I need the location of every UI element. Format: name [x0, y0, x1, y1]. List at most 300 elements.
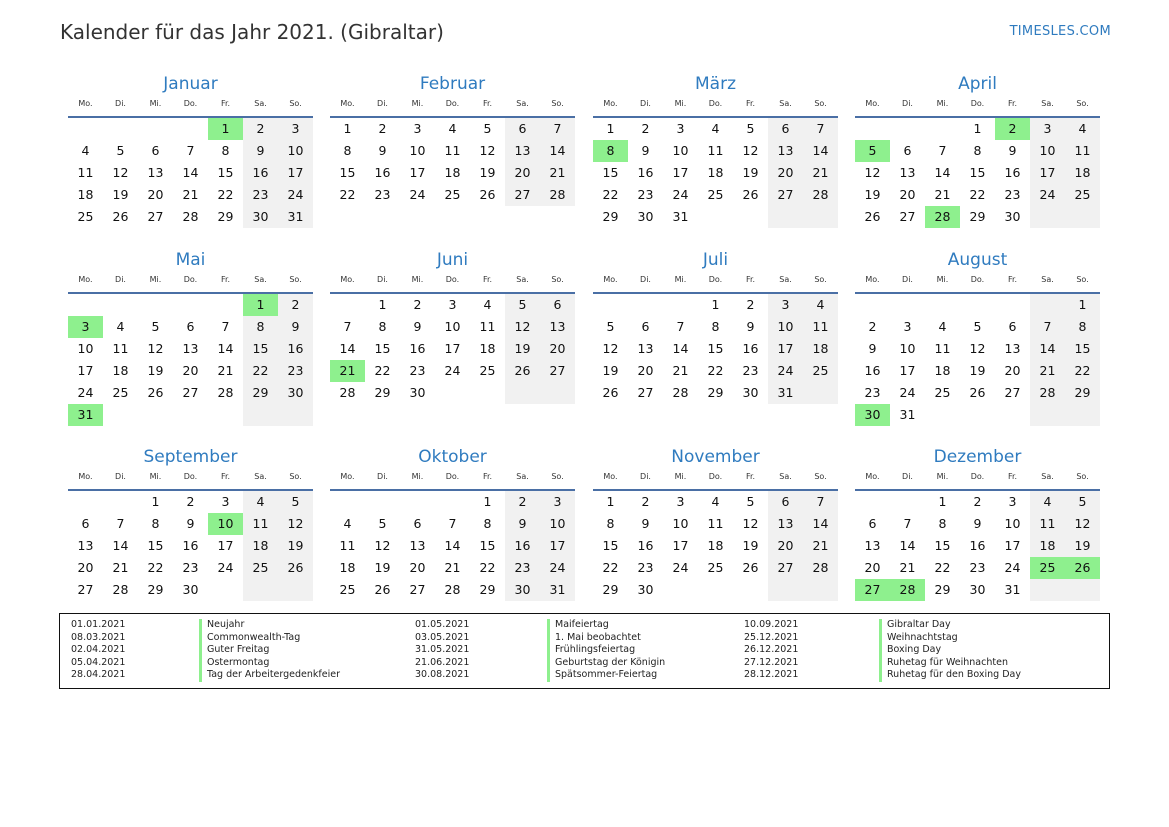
weekday-label: Di. — [115, 275, 126, 284]
days-grid — [593, 294, 838, 404]
empty-cell — [890, 491, 925, 513]
day-cell: 22 — [374, 363, 391, 378]
day-cell: 9 — [505, 513, 540, 535]
day-cell: 2 — [746, 297, 755, 312]
day-cell: 16 — [1004, 165, 1021, 180]
day-cell: 14 — [899, 538, 916, 553]
weekday-label: So. — [1076, 472, 1089, 481]
day-cell: 7 — [803, 491, 838, 513]
day-cell: 5 — [483, 121, 492, 136]
day-cell: 23 — [374, 187, 391, 202]
day-cell: 8 — [711, 319, 720, 334]
month-name: Dezember — [933, 447, 1022, 467]
day-cell: 1 — [606, 494, 615, 509]
empty-cell — [663, 294, 698, 316]
day-cell: 15 — [243, 338, 278, 360]
empty-cell — [208, 294, 243, 316]
day-cell: 4 — [711, 494, 720, 509]
weekday-label: Sa. — [254, 275, 267, 284]
day-cell: 15 — [1065, 338, 1100, 360]
day-cell: 24 — [672, 560, 689, 575]
day-cell: 18 — [1065, 162, 1100, 184]
day-cell: 9 — [973, 516, 982, 531]
weekday-header — [855, 469, 1100, 491]
day-cell: 10 — [1030, 140, 1065, 162]
month-august — [855, 248, 1100, 426]
day-cell: 20 — [505, 162, 540, 184]
weekday-label: Sa. — [779, 472, 792, 481]
weekday-label: Mi. — [674, 99, 687, 108]
weekday-label: Do. — [445, 99, 460, 108]
empty-cell — [278, 404, 313, 426]
day-cell: 8 — [151, 516, 160, 531]
day-cell: 24 — [77, 385, 94, 400]
legend-holiday-name: Geburtstag der Königin — [547, 657, 665, 670]
day-cell: 2 — [413, 297, 422, 312]
day-cell: 3 — [903, 319, 912, 334]
empty-cell — [1030, 294, 1065, 316]
day-cell: 3 — [1008, 494, 1017, 509]
day-cell: 21 — [1030, 360, 1065, 382]
day-cell: 27 — [1004, 385, 1021, 400]
weekday-label: Fr. — [482, 99, 493, 108]
weekday-label: Di. — [640, 472, 651, 481]
day-cell: 7 — [448, 516, 457, 531]
empty-cell — [995, 404, 1030, 426]
weekday-header — [593, 469, 838, 491]
holiday-day: 5 — [855, 140, 890, 162]
weekday-label: So. — [814, 99, 827, 108]
page-title: Kalender für das Jahr 2021. (Gibraltar) — [60, 20, 444, 44]
day-cell: 27 — [637, 385, 654, 400]
day-cell: 28 — [803, 184, 838, 206]
day-cell: 24 — [444, 363, 461, 378]
days-grid — [593, 118, 838, 228]
day-cell: 29 — [147, 582, 164, 597]
legend-holiday-name: Frühlingsfeiertag — [547, 644, 665, 657]
holiday-day: 2 — [995, 118, 1030, 140]
day-cell: 18 — [444, 165, 461, 180]
day-cell: 20 — [540, 338, 575, 360]
day-cell: 5 — [116, 143, 125, 158]
day-cell: 7 — [803, 118, 838, 140]
day-cell: 11 — [803, 316, 838, 338]
month-januar — [68, 72, 313, 228]
weekday-label: So. — [289, 472, 302, 481]
day-cell: 21 — [899, 560, 916, 575]
day-cell: 23 — [182, 560, 199, 575]
weekday-label: So. — [1076, 99, 1089, 108]
empty-cell — [663, 579, 698, 601]
day-cell: 9 — [746, 319, 755, 334]
holiday-day: 1 — [243, 294, 278, 316]
day-cell: 23 — [742, 363, 759, 378]
day-cell: 13 — [182, 341, 199, 356]
day-cell: 21 — [112, 560, 129, 575]
day-cell: 7 — [540, 118, 575, 140]
month-april — [855, 72, 1100, 228]
day-cell: 7 — [116, 516, 125, 531]
holiday-day: 3 — [68, 316, 103, 338]
day-cell: 26 — [278, 557, 313, 579]
weekday-label: Sa. — [516, 275, 529, 284]
day-cell: 1 — [973, 121, 982, 136]
weekday-label: Do. — [970, 472, 985, 481]
day-cell: 6 — [903, 143, 912, 158]
empty-cell — [698, 579, 733, 601]
day-cell: 19 — [112, 187, 129, 202]
weekday-label: Do. — [183, 275, 198, 284]
day-cell: 31 — [1004, 582, 1021, 597]
day-cell: 10 — [77, 341, 94, 356]
empty-cell — [1065, 404, 1100, 426]
legend-date: 27.12.2021 — [744, 656, 799, 668]
day-cell: 14 — [339, 341, 356, 356]
day-cell: 7 — [938, 143, 947, 158]
weekday-label: Do. — [708, 472, 723, 481]
days-grid — [855, 294, 1100, 426]
day-cell: 14 — [444, 538, 461, 553]
day-cell: 17 — [899, 363, 916, 378]
day-cell: 19 — [278, 535, 313, 557]
day-cell: 25 — [707, 560, 724, 575]
weekday-label: Sa. — [779, 99, 792, 108]
day-cell: 29 — [479, 582, 496, 597]
day-cell: 1 — [938, 494, 947, 509]
day-cell: 23 — [505, 557, 540, 579]
day-cell: 29 — [243, 382, 278, 404]
weekday-label: Sa. — [1041, 472, 1054, 481]
day-cell: 25 — [707, 187, 724, 202]
day-cell: 28 — [112, 582, 129, 597]
day-cell: 13 — [409, 538, 426, 553]
day-cell: 16 — [637, 538, 654, 553]
day-cell: 9 — [278, 316, 313, 338]
weekday-label: Fr. — [1007, 275, 1018, 284]
day-cell: 1 — [606, 121, 615, 136]
weekday-label: Mi. — [149, 275, 162, 284]
weekday-label: Do. — [708, 99, 723, 108]
weekday-label: Sa. — [254, 99, 267, 108]
day-cell: 4 — [483, 297, 492, 312]
holiday-day: 25 — [1030, 557, 1065, 579]
day-cell: 5 — [278, 491, 313, 513]
weekday-label: Di. — [377, 472, 388, 481]
day-cell: 11 — [707, 516, 724, 531]
day-cell: 22 — [147, 560, 164, 575]
day-cell: 22 — [602, 560, 619, 575]
weekday-label: Fr. — [745, 472, 756, 481]
day-cell: 16 — [864, 363, 881, 378]
day-cell: 25 — [339, 582, 356, 597]
day-cell: 23 — [969, 560, 986, 575]
day-cell: 28 — [803, 557, 838, 579]
day-cell: 8 — [1065, 316, 1100, 338]
day-cell: 4 — [803, 294, 838, 316]
day-cell: 29 — [707, 385, 724, 400]
month-name: März — [695, 74, 736, 94]
day-cell: 13 — [505, 140, 540, 162]
day-cell: 26 — [602, 385, 619, 400]
weekday-label: Mi. — [674, 472, 687, 481]
day-cell: 24 — [278, 184, 313, 206]
holiday-day: 1 — [208, 118, 243, 140]
days-grid — [330, 491, 575, 601]
day-cell: 17 — [77, 363, 94, 378]
day-cell: 26 — [742, 187, 759, 202]
day-cell: 28 — [672, 385, 689, 400]
days-grid — [855, 118, 1100, 228]
day-cell: 12 — [602, 341, 619, 356]
day-cell: 18 — [1030, 535, 1065, 557]
day-cell: 7 — [903, 516, 912, 531]
weekday-label: Fr. — [482, 275, 493, 284]
empty-cell — [435, 491, 470, 513]
day-cell: 24 — [768, 360, 803, 382]
day-cell: 29 — [1065, 382, 1100, 404]
day-cell: 5 — [973, 319, 982, 334]
weekday-label: Mo. — [603, 99, 618, 108]
day-cell: 5 — [746, 494, 755, 509]
day-cell: 22 — [339, 187, 356, 202]
day-cell: 3 — [676, 494, 685, 509]
empty-cell — [103, 294, 138, 316]
legend-holiday-name: Commonwealth-Tag — [199, 632, 340, 645]
weekday-label: Do. — [183, 472, 198, 481]
day-cell: 11 — [77, 165, 94, 180]
day-cell: 9 — [868, 341, 877, 356]
weekday-label: Mi. — [936, 99, 949, 108]
legend-holiday-name: Spätsommer-Feiertag — [547, 669, 665, 682]
day-cell: 22 — [707, 363, 724, 378]
weekday-label: Mo. — [78, 275, 93, 284]
day-cell: 4 — [711, 121, 720, 136]
day-cell: 2 — [186, 494, 195, 509]
day-cell: 11 — [707, 143, 724, 158]
day-cell: 1 — [378, 297, 387, 312]
day-cell: 25 — [243, 557, 278, 579]
day-cell: 21 — [444, 560, 461, 575]
empty-cell — [803, 206, 838, 228]
day-cell: 12 — [742, 143, 759, 158]
day-cell: 19 — [969, 363, 986, 378]
day-cell: 15 — [934, 538, 951, 553]
weekday-header — [68, 272, 313, 294]
empty-cell — [855, 118, 890, 140]
empty-cell — [768, 206, 803, 228]
day-cell: 24 — [540, 557, 575, 579]
day-cell: 6 — [151, 143, 160, 158]
day-cell: 8 — [606, 516, 615, 531]
empty-cell — [995, 294, 1030, 316]
day-cell: 3 — [413, 121, 422, 136]
empty-cell — [435, 382, 470, 404]
weekday-label: Sa. — [1041, 275, 1054, 284]
empty-cell — [890, 294, 925, 316]
empty-cell — [505, 382, 540, 404]
day-cell: 5 — [746, 121, 755, 136]
weekday-label: Di. — [902, 275, 913, 284]
weekday-header — [68, 96, 313, 118]
day-cell: 7 — [343, 319, 352, 334]
day-cell: 10 — [672, 143, 689, 158]
empty-cell — [103, 491, 138, 513]
weekday-label: Do. — [970, 99, 985, 108]
day-cell: 9 — [641, 516, 650, 531]
empty-cell — [138, 404, 173, 426]
day-cell: 29 — [969, 209, 986, 224]
weekday-label: Di. — [902, 472, 913, 481]
empty-cell — [138, 118, 173, 140]
month-name: August — [947, 250, 1008, 270]
day-cell: 24 — [899, 385, 916, 400]
day-cell: 19 — [742, 538, 759, 553]
day-cell: 7 — [1030, 316, 1065, 338]
month-name: April — [958, 74, 997, 94]
empty-cell — [173, 294, 208, 316]
empty-cell — [803, 579, 838, 601]
day-cell: 10 — [540, 513, 575, 535]
day-cell: 15 — [602, 165, 619, 180]
day-cell: 6 — [186, 319, 195, 334]
day-cell: 4 — [243, 491, 278, 513]
day-cell: 20 — [768, 535, 803, 557]
day-cell: 26 — [374, 582, 391, 597]
day-cell: 19 — [864, 187, 881, 202]
day-cell: 18 — [803, 338, 838, 360]
day-cell: 18 — [77, 187, 94, 202]
day-cell: 13 — [1004, 341, 1021, 356]
month-name: November — [671, 447, 760, 467]
day-cell: 6 — [81, 516, 90, 531]
day-cell: 19 — [602, 363, 619, 378]
month-november — [593, 445, 838, 601]
days-grid — [330, 294, 575, 404]
weekday-label: Sa. — [779, 275, 792, 284]
legend-date-column — [415, 619, 469, 682]
weekday-label: Sa. — [254, 472, 267, 481]
day-cell: 20 — [77, 560, 94, 575]
weekday-label: Mo. — [865, 472, 880, 481]
day-cell: 3 — [768, 294, 803, 316]
day-cell: 28 — [339, 385, 356, 400]
empty-cell — [855, 294, 890, 316]
weekday-label: Mo. — [865, 275, 880, 284]
weekday-label: Mi. — [411, 472, 424, 481]
day-cell: 16 — [742, 341, 759, 356]
weekday-label: So. — [289, 275, 302, 284]
day-cell: 8 — [343, 143, 352, 158]
weekday-label: Mi. — [674, 275, 687, 284]
day-cell: 2 — [641, 121, 650, 136]
day-cell: 11 — [1030, 513, 1065, 535]
legend-name-column — [879, 619, 1021, 682]
brand-link[interactable]: TIMESLES.COM — [1009, 24, 1111, 39]
day-cell: 11 — [479, 319, 496, 334]
legend-holiday-name: Ostermontag — [199, 657, 340, 670]
empty-cell — [330, 491, 365, 513]
day-cell: 13 — [768, 513, 803, 535]
weekday-label: Fr. — [745, 275, 756, 284]
weekday-label: Di. — [902, 99, 913, 108]
day-cell: 30 — [182, 582, 199, 597]
day-cell: 5 — [505, 294, 540, 316]
day-cell: 16 — [637, 165, 654, 180]
day-cell: 15 — [217, 165, 234, 180]
day-cell: 14 — [540, 140, 575, 162]
empty-cell — [768, 579, 803, 601]
day-cell: 22 — [479, 560, 496, 575]
day-cell: 29 — [602, 582, 619, 597]
empty-cell — [470, 382, 505, 404]
day-cell: 11 — [112, 341, 129, 356]
empty-cell — [628, 294, 663, 316]
day-cell: 12 — [505, 316, 540, 338]
day-cell: 5 — [378, 516, 387, 531]
empty-cell — [365, 491, 400, 513]
empty-cell — [1030, 206, 1065, 228]
weekday-header — [593, 96, 838, 118]
day-cell: 10 — [1004, 516, 1021, 531]
day-cell: 11 — [934, 341, 951, 356]
day-cell: 20 — [899, 187, 916, 202]
day-cell: 13 — [899, 165, 916, 180]
empty-cell — [243, 404, 278, 426]
day-cell: 12 — [969, 341, 986, 356]
weekday-label: Mi. — [936, 275, 949, 284]
empty-cell — [103, 118, 138, 140]
legend-name-column — [199, 619, 340, 682]
days-grid — [855, 491, 1100, 601]
month-name: Juli — [702, 250, 729, 270]
empty-cell — [1030, 579, 1065, 601]
legend-date-column — [71, 619, 125, 682]
holiday-day: 30 — [855, 404, 890, 426]
day-cell: 17 — [1030, 162, 1065, 184]
day-cell: 18 — [112, 363, 129, 378]
weekday-label: Mo. — [603, 472, 618, 481]
month-juli — [593, 248, 838, 404]
day-cell: 8 — [243, 316, 278, 338]
day-cell: 22 — [934, 560, 951, 575]
day-cell: 24 — [1030, 184, 1065, 206]
day-cell: 30 — [505, 579, 540, 601]
day-cell: 16 — [409, 341, 426, 356]
day-cell: 2 — [505, 491, 540, 513]
day-cell: 25 — [112, 385, 129, 400]
day-cell: 7 — [676, 319, 685, 334]
day-cell: 21 — [672, 363, 689, 378]
day-cell: 17 — [217, 538, 234, 553]
day-cell: 2 — [868, 319, 877, 334]
day-cell: 21 — [217, 363, 234, 378]
day-cell: 13 — [77, 538, 94, 553]
day-cell: 21 — [934, 187, 951, 202]
day-cell: 17 — [278, 162, 313, 184]
day-cell: 12 — [864, 165, 881, 180]
day-cell: 11 — [339, 538, 356, 553]
holiday-day: 8 — [593, 140, 628, 162]
day-cell: 26 — [112, 209, 129, 224]
legend-holiday-name: Ruhetag für den Boxing Day — [879, 669, 1021, 682]
day-cell: 29 — [934, 582, 951, 597]
legend-date: 10.09.2021 — [744, 619, 799, 630]
day-cell: 20 — [768, 162, 803, 184]
month-name: Januar — [163, 74, 218, 94]
day-cell: 8 — [483, 516, 492, 531]
day-cell: 30 — [1004, 209, 1021, 224]
empty-cell — [68, 294, 103, 316]
